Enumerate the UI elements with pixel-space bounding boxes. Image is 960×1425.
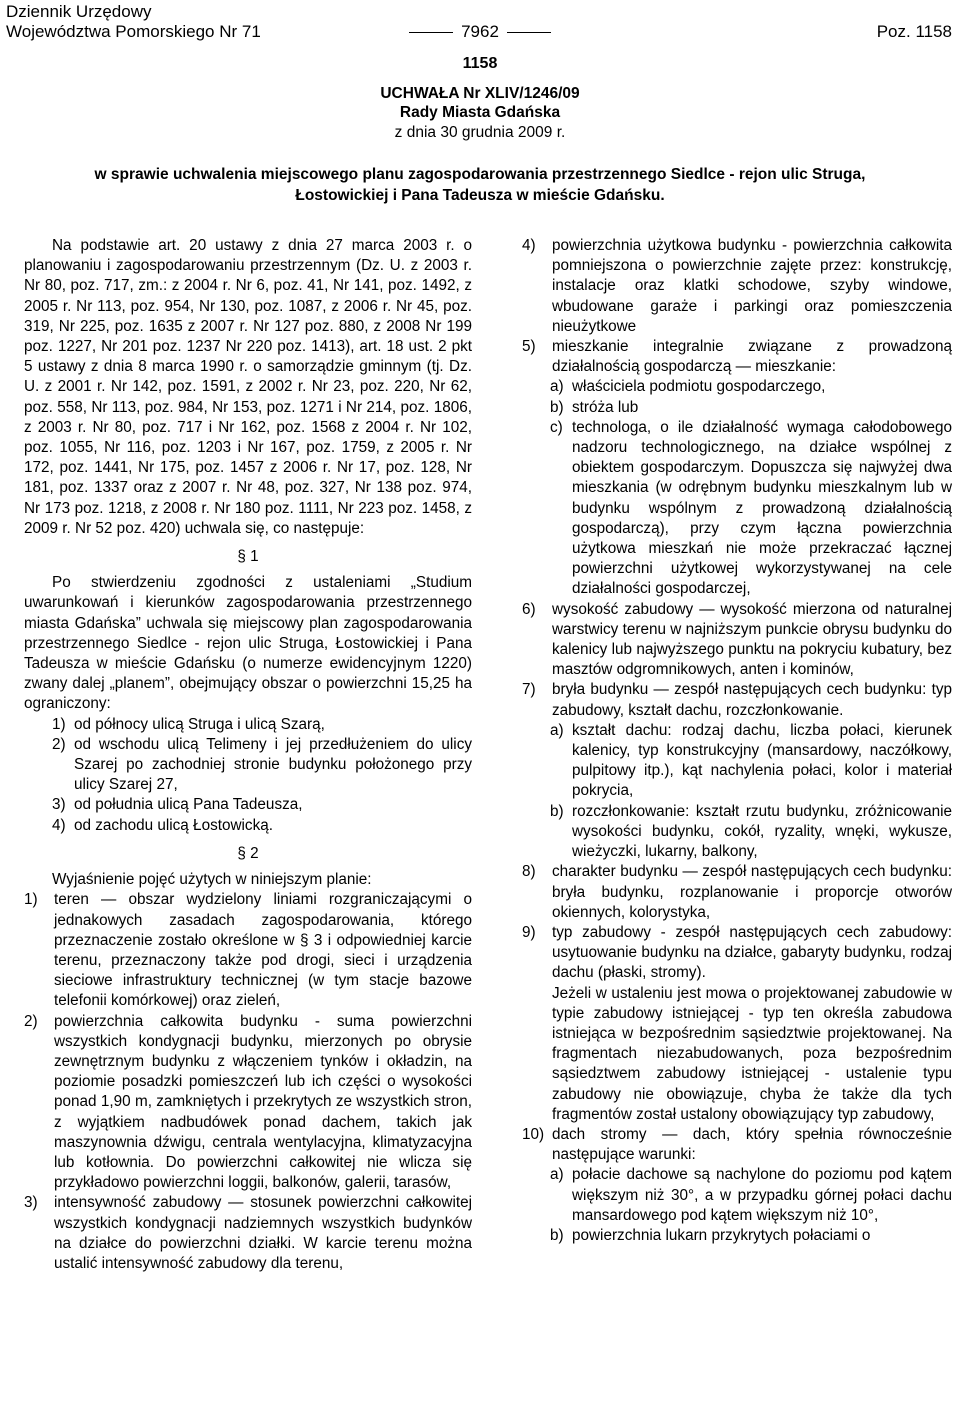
list-item: a) połacie dachowe są nachylone do poziomu pod kątem większym niż 30°, a w przypadku górnej połaci dachu mansardowego pod kątem większym niż 10°, xyxy=(550,1166,952,1224)
definition-continuation: Jeżeli w ustaleniu jest mowa o projektowanej zabudowie w typie zabudowy istniejącej - typ ten określa zabudowa istniejąca w bezpośrednim sąsiedztwie projektowanej. Na fragmentach niezabudowanych, poza bezpośrednim sąsiedztwem zabudowy istniejącej - ustalenie typu zabudowy nie obowiązuje, chyba że także dla tych fragmentów został ustalony obowiązujący typ zabudowy, xyxy=(552,984,952,1123)
bounds-list xyxy=(24,715,472,836)
rule-left xyxy=(409,32,453,33)
list-item: 2) od wschodu ulicą Telimeny i jej przedłużeniem do ulicy Szarej po zachodniej stronie budynku położonego przy ulicy Szarej 27, xyxy=(52,735,472,794)
section-1-text: Po stwierdzeniu zgodności z ustaleniami „Studium uwarunkowań i kierunków zagospodarowania przestrzennego miasta Gdańska” uchwala się miejscowy plan zagospodarowania przestrzennego Siedlce - rejon ulic Struga, Łostowickiej i Pana Tadeusza w mieście Gdańsku (o numerze ewidencyjnym 1220) zwany dalej „planem”, obejmujący obszar o powierzchni 15,25 ha ograniczony: xyxy=(24,574,472,713)
act-title xyxy=(0,54,960,142)
list-item: 1) od północy ulicą Struga i ulicą Szarą, xyxy=(52,715,325,733)
preamble: Na podstawie art. 20 ustawy z dnia 27 marca 2003 r. o planowaniu i zagospodarowaniu przestrzennym (Dz. U. z 2003 r. Nr 80, poz. 717, zm.: z 2004 r. Nr 6, poz. 41, Nr 141, poz. 1492, z 2005 r. Nr 113, poz. 954, Nr 130, poz. 1087, z 2006 r. Nr 45, poz. 319, Nr 225, poz. 1635 z 2007 r. Nr 127 poz. 880, z 2008 Nr 199 poz. 1227, Nr 201 poz. 1237 Nr 220 poz. 1413), art. 18 ust. 2 pkt 5 ustawy z dnia 8 marca 1990 r. o samorządzie gminnym (tj. Dz. U. z 2001 r. Nr 142, poz. 1591, z 2002 r. Nr 23, poz. 220, Nr 62, poz. 558, Nr 113, poz. 984, Nr 153, poz. 1271 i Nr 214, poz. 1806, z 2003 r. Nr 80, poz. 717 i Nr 162, poz. 1568 z 2004 r. Nr 102, poz. 1055, Nr 116, poz. 1203 i Nr 167, poz. 1759, z 2005 r. Nr 172, poz. 1441, Nr 175, poz. 1457 z 2006 r. Nr 17, poz. 128, Nr 181, poz. 1337 oraz z 2007 r. Nr 48, poz. 327, Nr 138 poz. 974, Nr 173 poz. 1218, z 2008 r. Nr 180 poz. 1111, Nr 223 poz. 1458, z 2009 r. Nr 52 poz. 420) uchwala się, co następuje: xyxy=(24,237,472,537)
sublist xyxy=(522,721,952,862)
list-item: 1) teren — obszar wydzielony liniami rozgraniczającymi o jednakowych zasadach zagospodarowania, którego przeznaczenie zostało określone w § 3 i odpowiedniej karcie terenu, przeznaczony także pod drogi, sieci i urządzenia sieciowe infrastruktury technicznej (w tym stacje bazowe telefonii komórkowej) oraz zieleń, xyxy=(24,891,472,1010)
list-item: b) stróża lub xyxy=(550,398,639,416)
list-item: 10) dach stromy — dach, który spełnia równocześnie następujące warunki: xyxy=(522,1125,952,1164)
list-item: 4) powierzchnia użytkowa budynku - powierzchnia całkowita pomniejszona o powierzchnie zajęte przez: konstrukcję, instalacje oraz klatki schodowe, szyby windowe, wbudowane garaże i parkingi oraz pomieszczenia nieużytkowe xyxy=(522,237,952,335)
act-subject: w sprawie uchwalenia miejscowego planu zagospodarowania przestrzennego Siedlce - rejon ulic Struga, Łostowickiej i Pana Tadeusza w mieście Gdańsku. xyxy=(94,166,866,204)
right-column xyxy=(522,236,952,1246)
list-item: b) rozczłonkowanie: kształt rzutu budynku, zróżnicowanie wysokości budynku, cokół, ryzality, wnęki, wykusze, wieżyczki, lukarny, balkony, xyxy=(550,802,952,861)
act-name: UCHWAŁA Nr XLIV/1246/09 xyxy=(380,84,580,102)
list-item: 3) intensywność zabudowy — stosunek powierzchni całkowitej wszystkich kondygnacji nadziemnych wszystkich budynków na działce do powierzchni działki. W karcie terenu można ustalić intensywność zabudowy dla terenu, xyxy=(24,1194,472,1272)
list-item: 9) typ zabudowy - zespół następujących cech zabudowy: usytuowanie budynku na działce, gabaryty budynku, rodzaj dachu (płaski, stromy). xyxy=(522,923,952,982)
list-item: 3) od południa ulicą Pana Tadeusza, xyxy=(52,796,303,814)
list-item: 6) wysokość zabudowy — wysokość mierzona od naturalnej warstwicy terenu w najniższym punkcie obrysu budynku do kalenicy lub najwyższego punktu na pokryciu kubatury, bez masztów odgromnikowych, anten i kominów, xyxy=(522,600,952,679)
list-item: a) kształt dachu: rodzaj dachu, liczba połaci, kierunek kalenicy, typ konstrukcyjny (mansardowy, naczółkowy, pulpitowy itp.), kąt nachylenia połaci, kolor i materiał pokrycia, xyxy=(550,721,952,800)
section-2-heading: § 2 xyxy=(237,844,259,862)
section-1-heading: § 1 xyxy=(237,548,259,566)
page-number: 7962 xyxy=(461,22,499,41)
act-body: Rady Miasta Gdańska xyxy=(399,104,561,121)
list-item: a) właściciela podmiotu gospodarczego, xyxy=(550,378,826,396)
act-date: z dnia 30 grudnia 2009 r. xyxy=(394,123,566,141)
list-item: 2) powierzchnia całkowita budynku - suma powierzchni wszystkich kondygnacji budynku, mierzonych po obrysie zewnętrznym budynku z włączeniem tynków i okładzin, na poziomie posadzki pomieszczeń lub ich części o wysokości ponad 1,90 m, zamkniętych i przekrytych ze wszystkich stron, z wyjątkiem nadbudówek ponad dachem, takich jak maszynownia dźwigu, centrala wentylacyjna, klimatyzacyjna lub kotłownia. Do powierzchni całkowitej nie wlicza się przykładowo powierzchni loggii, balkonów, galerii, tarasów, xyxy=(24,1012,472,1192)
position-label: Poz. 1158 xyxy=(876,22,952,41)
list-item: 8) charakter budynku — zespół następujących cech budynku: bryła budynku, rozplanowanie i proporcje otworów okiennych, kolorystyka, xyxy=(522,863,952,921)
journal-title: Dziennik Urzędowy xyxy=(6,2,152,21)
list-item: b) powierzchnia lukarn przykrytych połaciami o xyxy=(550,1226,871,1244)
definitions-list xyxy=(24,890,472,1274)
list-item: 4) od zachodu ulicą Łostowicką. xyxy=(52,816,273,834)
list-item: 7) bryła budynku — zespół następujących cech budynku: typ zabudowy, kształt dachu, rozczłonkowanie. xyxy=(522,681,952,719)
left-column xyxy=(24,236,472,1274)
rule-right xyxy=(507,32,551,33)
list-item: c) technologa, o ile działalność wymaga całodobowego nadzoru technologicznego, na działce wspólnej z obiektem gospodarczym. Dopuszcza się najwyżej dwa mieszkania (w odrębnym budynku mieszkalnym lub w budynku wspólnym z prowadzoną działalnością gospodarczą), przy czym łączna powierzchnia użytkowa mieszkań nie może przekraczać łącznej powierzchni użytkowej wykorzystywanej na cele działalności gospodarczej, xyxy=(550,418,952,598)
sublist xyxy=(522,377,952,599)
sublist xyxy=(522,1165,952,1246)
section-2-intro: Wyjaśnienie pojęć użytych w niniejszym planie: xyxy=(52,871,372,889)
list-item: 5) mieszkanie integralnie związane z prowadzoną działalnością gospodarczą — mieszkanie: xyxy=(522,338,952,376)
act-number: 1158 xyxy=(462,55,498,72)
journal-voivodeship: Województwa Pomorskiego Nr 71 xyxy=(6,22,261,41)
page-number-line xyxy=(0,22,960,42)
